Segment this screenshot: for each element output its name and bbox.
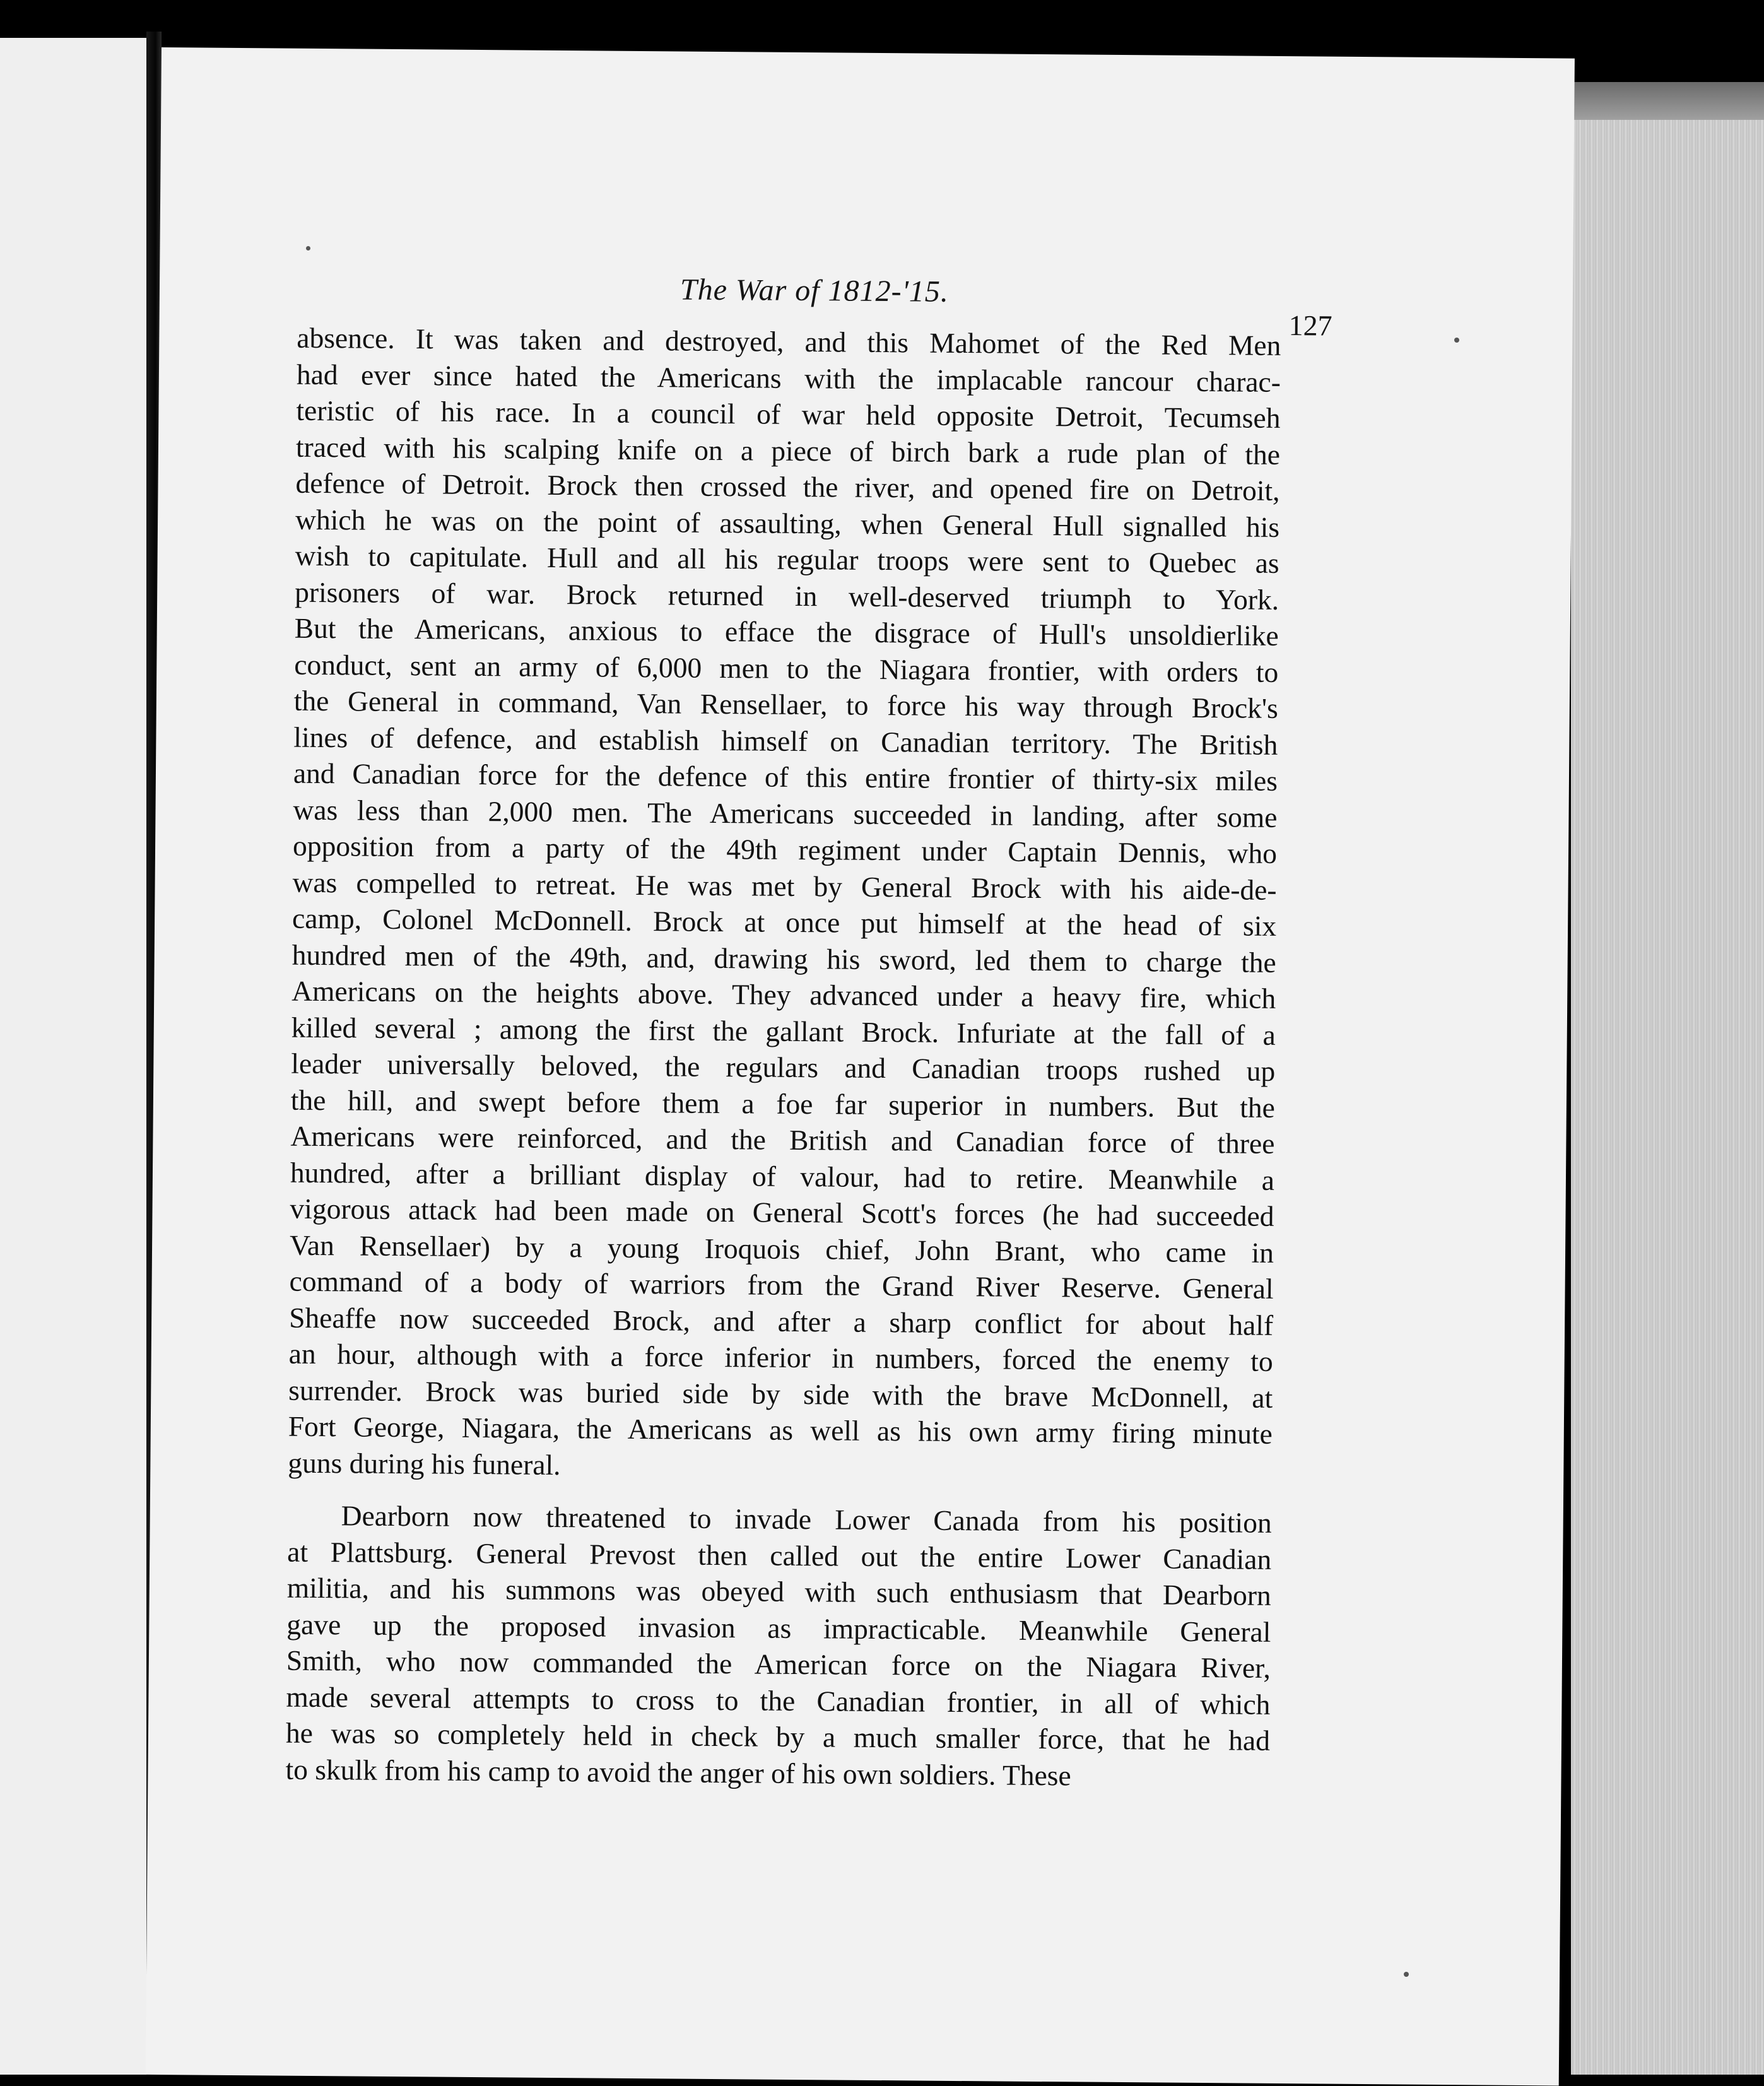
text-line: Dearborn now threatened to invade Lower Canada from his position: [341, 1499, 1272, 1539]
text-line: hundred, after a brilliant display of valour, had to retire. Meanwhile a: [290, 1156, 1275, 1196]
text-line: command of a body of warriors from the Grand River Reserve. General: [289, 1264, 1274, 1305]
text-line: which he was on the point of assaulting, when General Hull signalled his: [295, 503, 1280, 543]
facing-page: [0, 38, 146, 2075]
text-line: opposition from a party of the 49th regiment under Captain Dennis, who: [292, 829, 1278, 869]
text-line: guns during his funeral.: [288, 1446, 561, 1481]
page-number: 127: [1288, 309, 1332, 342]
text-line: conduct, sent an army of 6,000 men to the Niagara frontier, with orders to: [294, 648, 1279, 688]
speck-right: [1454, 338, 1459, 343]
text-line: militia, and his summons was obeyed with such enthusiasm that Dearborn: [286, 1571, 1271, 1612]
speck-bottom: [1404, 1972, 1409, 1977]
text-line: camp, Colonel McDonnell. Brock at once put himself at the head of six: [291, 902, 1277, 942]
text-line: prisoners of war. Brock returned in well-deserved triumph to York.: [295, 575, 1279, 616]
text-line: made several attempts to cross to the Canadian frontier, in all of which: [286, 1680, 1271, 1721]
paragraph: [285, 1497, 1272, 1795]
paragraph: [288, 320, 1281, 1488]
text-line: leader universally beloved, the regulars and Canadian troops rushed up: [291, 1047, 1276, 1087]
text-line: killed several ; among the first the gallant Brock. Infuriate at the fall of a: [291, 1011, 1276, 1051]
body-text: [285, 320, 1281, 1795]
text-line: Americans were reinforced, and the British and Canadian force of three: [290, 1119, 1275, 1160]
text-line: Americans on the heights above. They advanced under a heavy fire, which: [291, 974, 1276, 1015]
page-edges: [1571, 82, 1764, 2075]
text-line: was compelled to retreat. He was met by General Brock with his aide-de-: [292, 866, 1277, 906]
running-head: The War of 1812-'15.: [679, 273, 950, 309]
text-line: Fort George, Niagara, the Americans as well as his own army firing minute: [288, 1410, 1273, 1450]
text-line: the hill, and swept before them a foe far superior in numbers. But the: [290, 1083, 1276, 1124]
text-line: wish to capitulate. Hull and all his regular troops were sent to Quebec as: [295, 539, 1279, 579]
text-line: gave up the proposed invasion as impracticable. Meanwhile General: [286, 1608, 1271, 1648]
text-line: lines of defence, and establish himself on Canadian territory. The British: [293, 721, 1278, 761]
text-line: Van Rensellaer) by a young Iroquois chief, John Brant, who came in: [289, 1229, 1274, 1269]
book-page: [146, 47, 1575, 2085]
text-line: teristic of his race. In a council of war held opposite Detroit, Tecumseh: [296, 394, 1281, 434]
page-edge-shadow: [1571, 82, 1764, 120]
text-line: vigorous attack had been made on General Scott's forces (he had succeeded: [290, 1192, 1274, 1232]
text-line: surrender. Brock was buried side by side with the brave McDonnell, at: [288, 1374, 1273, 1414]
text-line: and Canadian force for the defence of this entire frontier of thirty-six miles: [293, 757, 1278, 797]
text-line: traced with his scalping knife on a piece of birch bark a rude plan of the: [295, 430, 1281, 471]
text-line: But the Americans, anxious to efface the disgrace of Hull's unsoldierlike: [294, 611, 1279, 652]
speck-left: [306, 246, 310, 250]
text-line: was less than 2,000 men. The Americans succeeded in landing, after some: [293, 793, 1278, 834]
text-line: Sheaffe now succeeded Brock, and after a sharp conflict for about half: [288, 1301, 1274, 1341]
text-line: an hour, although with a force inferior in numbers, forced the enemy to: [288, 1337, 1273, 1377]
text-line: to skulk from his camp to avoid the anger of his own soldiers. These: [285, 1753, 1071, 1791]
text-line: hundred men of the 49th, and, drawing his sword, led them to charge the: [291, 938, 1276, 979]
text-line: he was so completely held in check by a much smaller force, that he had: [285, 1716, 1271, 1757]
text-line: at Plattsburg. General Prevost then called out the entire Lower Canadian: [287, 1535, 1272, 1576]
text-line: had ever since hated the Americans with the implacable rancour charac-: [296, 358, 1281, 398]
text-line: defence of Detroit. Brock then crossed the river, and opened fire on Detroit,: [295, 466, 1280, 507]
text-line: Smith, who now commanded the American force on the Niagara River,: [286, 1644, 1271, 1684]
text-line: absence. It was taken and destroyed, and this Mahomet of the Red Men: [297, 321, 1281, 362]
text-line: the General in command, Van Rensellaer, to force his way through Brock's: [293, 684, 1279, 724]
